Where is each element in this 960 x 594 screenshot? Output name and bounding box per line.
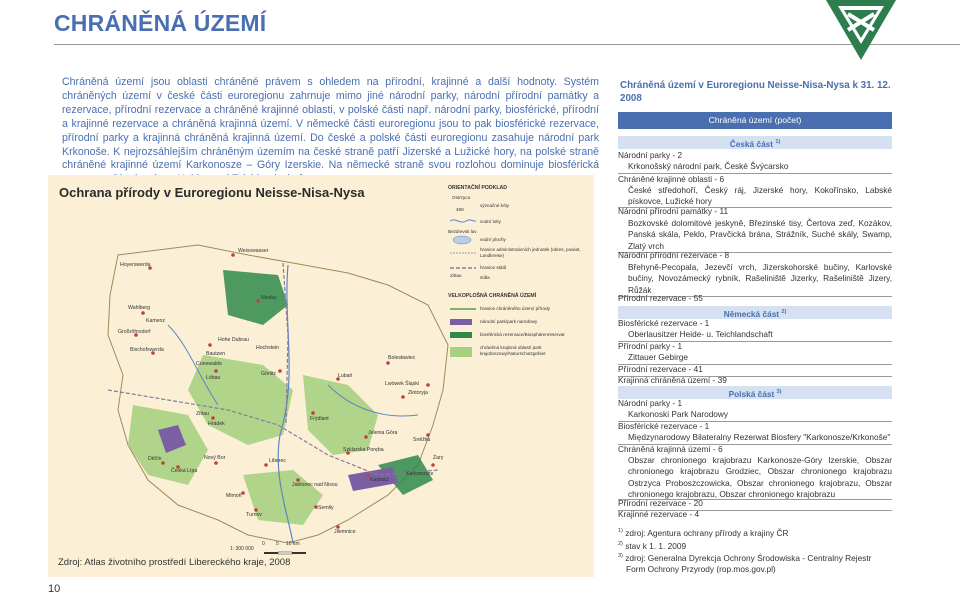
place-label: Hrádek [208, 421, 225, 427]
legend-sample: 499 [456, 207, 464, 212]
place-label: Złotoryja [408, 390, 428, 396]
table-row: Krajinné rezervace - 4 [618, 509, 700, 519]
place-label: Bolesławiec [388, 355, 416, 361]
state-border-swatch [450, 266, 476, 270]
legend-sample: Zittau [450, 273, 462, 278]
footnote: $^{2)}$ stav k 1. 1. 2009 [618, 540, 687, 551]
scale-bar [264, 552, 278, 554]
place-label: Löbau [206, 375, 221, 381]
table-row-detail: Oberlausitzer Heide- u. Teichlandschaft [628, 329, 773, 339]
place-label: Niesky [261, 295, 277, 301]
landscape-swatch [450, 347, 472, 357]
place-label: Hoyerswerda [120, 262, 151, 268]
place-label: Wahlberg [128, 305, 151, 311]
place-label: Großröhrsdorf [118, 329, 151, 335]
table-row: Biosférické rezervace - 1 [618, 318, 710, 328]
place-label: Hochstein [256, 345, 280, 351]
place-label: Kamenz [146, 318, 166, 324]
place-label: Weisswasser [238, 248, 269, 254]
legend-label: hranice administrativních jednotek (okres, powiat, Landkreise) [480, 247, 581, 258]
legend-label: vodní plochy [480, 237, 506, 242]
table-row: Krajinná chráněná území - 39 [618, 375, 727, 385]
table-row-detail: Obszar chronionego krajobrazu Karkonosze-Góry Izerskie, Obszar chronionego krajobrazu Grodziec, Obszar chronionego krajobrazu Ostrzyca Proboszczowicka, Obszar chronionego krajobrazu, Obszar chronionego krajobrazu, Obszar chronionego krajobrazu [628, 455, 892, 500]
place-label: Cunewalde [196, 361, 222, 367]
place-label: Česká Lípa [171, 468, 198, 474]
place-label: Görlitz [261, 371, 276, 377]
protected-areas-table [618, 0, 892, 594]
table-row: Chráněná krajinná území - 6 [618, 444, 723, 454]
table-row-detail: Břehyně-Pecopala, Jezevčí vrch, Jizerskohorské bučiny, Karlovské bučiny, Novozámecký rybník, Rašeliniště Jizerky, Rašeliniště Jizery, Růžák [628, 262, 892, 295]
place-label: Żary [433, 455, 444, 461]
place-label: Mimoň [226, 493, 242, 499]
table-row-detail: Międzynarodowy Bilateralny Rezerwat Biosfery "Karkonosze/Krkonoše" [628, 432, 891, 442]
biosphere-swatch [450, 332, 472, 338]
legend-label: význačné kóty [480, 203, 510, 208]
place-label: Karkonosze [406, 471, 434, 477]
table-row: Národní parky - 2 [618, 150, 683, 160]
place-label: Frýdlant [310, 416, 329, 422]
intro-paragraph: Chráněná území jsou oblasti chráněné právem s ohledem na přírodní, krajinné a další hodnoty. Systém chráněných území v české části euroregionu zahrnuje mimo jiné národní parky, národní přírodní památky a rezervace, přírodní rezervace a chráněné krajinné oblasti, v polské části např. národní parky, biosférické, přírodní a krajinné rezervace a chráněná krajinná území. V německé části euroregionu jsou to pak biosférické rezervace, přírodní parky a krajinná chráněná krajinná území. Do české a polské části euroregionu zasahuje národní park Krkonoše. K nejrozsáhlejším chráněným územím na české straně patří Jizerské a Lužické hory, na polské straně chráněné krajinné území Karkonosze – Góry Izerskie. Na německé straně svou rozlohou dominuje biosférická [62, 76, 599, 172]
section-band-german: Německá část $^{2)}$ [618, 306, 892, 319]
place-label: Karpacz [370, 477, 390, 483]
place-label: Turnov [246, 512, 262, 518]
protected-areas-map [48, 175, 594, 577]
legend-label: národní park/park narodowy [480, 319, 538, 324]
table-row: Národní přírodní rezervace - 8 [618, 250, 730, 260]
place-label: Semily [318, 505, 334, 511]
place-label: Děčín [148, 456, 162, 462]
legend-label: vodní toky [480, 219, 501, 224]
table-row-detail: Zittauer Gebirge [628, 352, 688, 362]
legend-protect-title: VELKOPLOŠNÁ CHRÁNĚNÁ ÚZEMÍ [448, 293, 537, 299]
place-label: Jelenia Góra [368, 430, 398, 436]
river-swatch [450, 217, 476, 225]
place-label: Liberec [269, 458, 287, 464]
place-label: Nový Bor [204, 455, 226, 461]
footnote: $^{1)}$ zdroj: Agentura ochrany přírody a krajiny ČR [618, 527, 789, 538]
legend-sample: Bezdrevsk lav [448, 229, 477, 234]
admin-border-swatch [450, 251, 476, 255]
scale-tick: 0 [262, 541, 265, 547]
table-row: Přírodní rezervace - 55 [618, 293, 703, 303]
place-label: Bautzen [206, 351, 226, 357]
place-label: Lubań [338, 373, 353, 379]
map-title: Ochrana přírody v Euroregionu Neisse-Nisa-Nysa [59, 185, 365, 200]
table-title: Chráněná území v Euroregionu Neisse-Nisa-Nysa k 31. 12. 2008 [620, 80, 891, 104]
map-legend [446, 179, 592, 369]
table-header: Chráněná území (počet) [618, 112, 892, 129]
footnote: $^{3)}$ zdroj: Generalna Dyrekcja Ochrony Środowiska - Centralny Rejestr Form Ochrony Przyrody (rop.mos.gov.pl) [618, 552, 872, 574]
table-row-detail: Krkonošský národní park, České Švýcarsko [628, 161, 789, 171]
scale-label: 1: 300 000 [230, 546, 254, 552]
place-label: Szklarska Poręba [343, 447, 384, 453]
legend-label: chráněná krajinná oblast/ park krajobrazowy/Naturschutzgebiet [480, 345, 546, 356]
table-row: Přírodní parky - 1 [618, 341, 683, 351]
table-row-detail: České středohoří, Český ráj, Jizerské hory, Kokořínsko, Labské pískovce, Lužické hory [628, 185, 892, 207]
lake-swatch [452, 235, 472, 245]
place-label: Zittau [196, 411, 209, 417]
place-label: Bischofswerda [130, 347, 164, 353]
legend-label: hranice států [480, 265, 507, 270]
place-label: Sněžka [413, 437, 431, 443]
legend-label: hranice chráněného území přírody [480, 306, 550, 311]
map-source: Zdroj: Atlas životního prostředí Libereckého kraje, 2008 [58, 557, 291, 568]
table-row: Chráněné krajinné oblasti - 6 [618, 174, 725, 184]
scale-tick: 5 [276, 541, 279, 547]
table-row: Biosférické rezervace - 1 [618, 421, 710, 431]
page-title: CHRÁNĚNÁ ÚZEMÍ [54, 10, 267, 36]
table-row: Přírodní rezervace - 20 [618, 498, 703, 508]
section-band-polish: Polská část $^{3)}$ [618, 386, 892, 399]
table-row: Přírodní rezervace - 41 [618, 364, 703, 374]
table-row-detail: Karkonoski Park Narodowy [628, 409, 729, 419]
place-label: Lwówek Śląski [385, 381, 420, 387]
place-label: Hohe Dubrau [218, 337, 249, 343]
legend-topo-title: ORIENTAČNÍ PODKLAD [448, 185, 507, 191]
scale-tick: 10 km [286, 541, 300, 547]
table-row-detail: Bozkovské dolomitové jeskyně, Březinské tisy, Čertova zeď, Kozákov, Panská skála, Peklo, Pravčická brána, Strážník, Suché skály, Swamp, Zlatý vrch [628, 218, 892, 251]
legend-label: sídla [480, 275, 490, 280]
place-label: Jilemnice [334, 529, 356, 535]
legend-label: biosférická rezervace/Biosphärenreservat [480, 332, 565, 337]
legend-sample: Ostrzyca [452, 195, 471, 200]
page-number: 10 [48, 583, 61, 594]
table-row: Národní parky - 1 [618, 398, 683, 408]
table-row: Národní přírodní památky - 11 [618, 206, 729, 216]
place-label: Jablonec nad Nisou [292, 482, 338, 488]
protected-border-swatch [450, 307, 476, 311]
national-park-swatch [450, 319, 472, 325]
section-band-czech: Česká část $^{1)}$ [618, 136, 892, 149]
